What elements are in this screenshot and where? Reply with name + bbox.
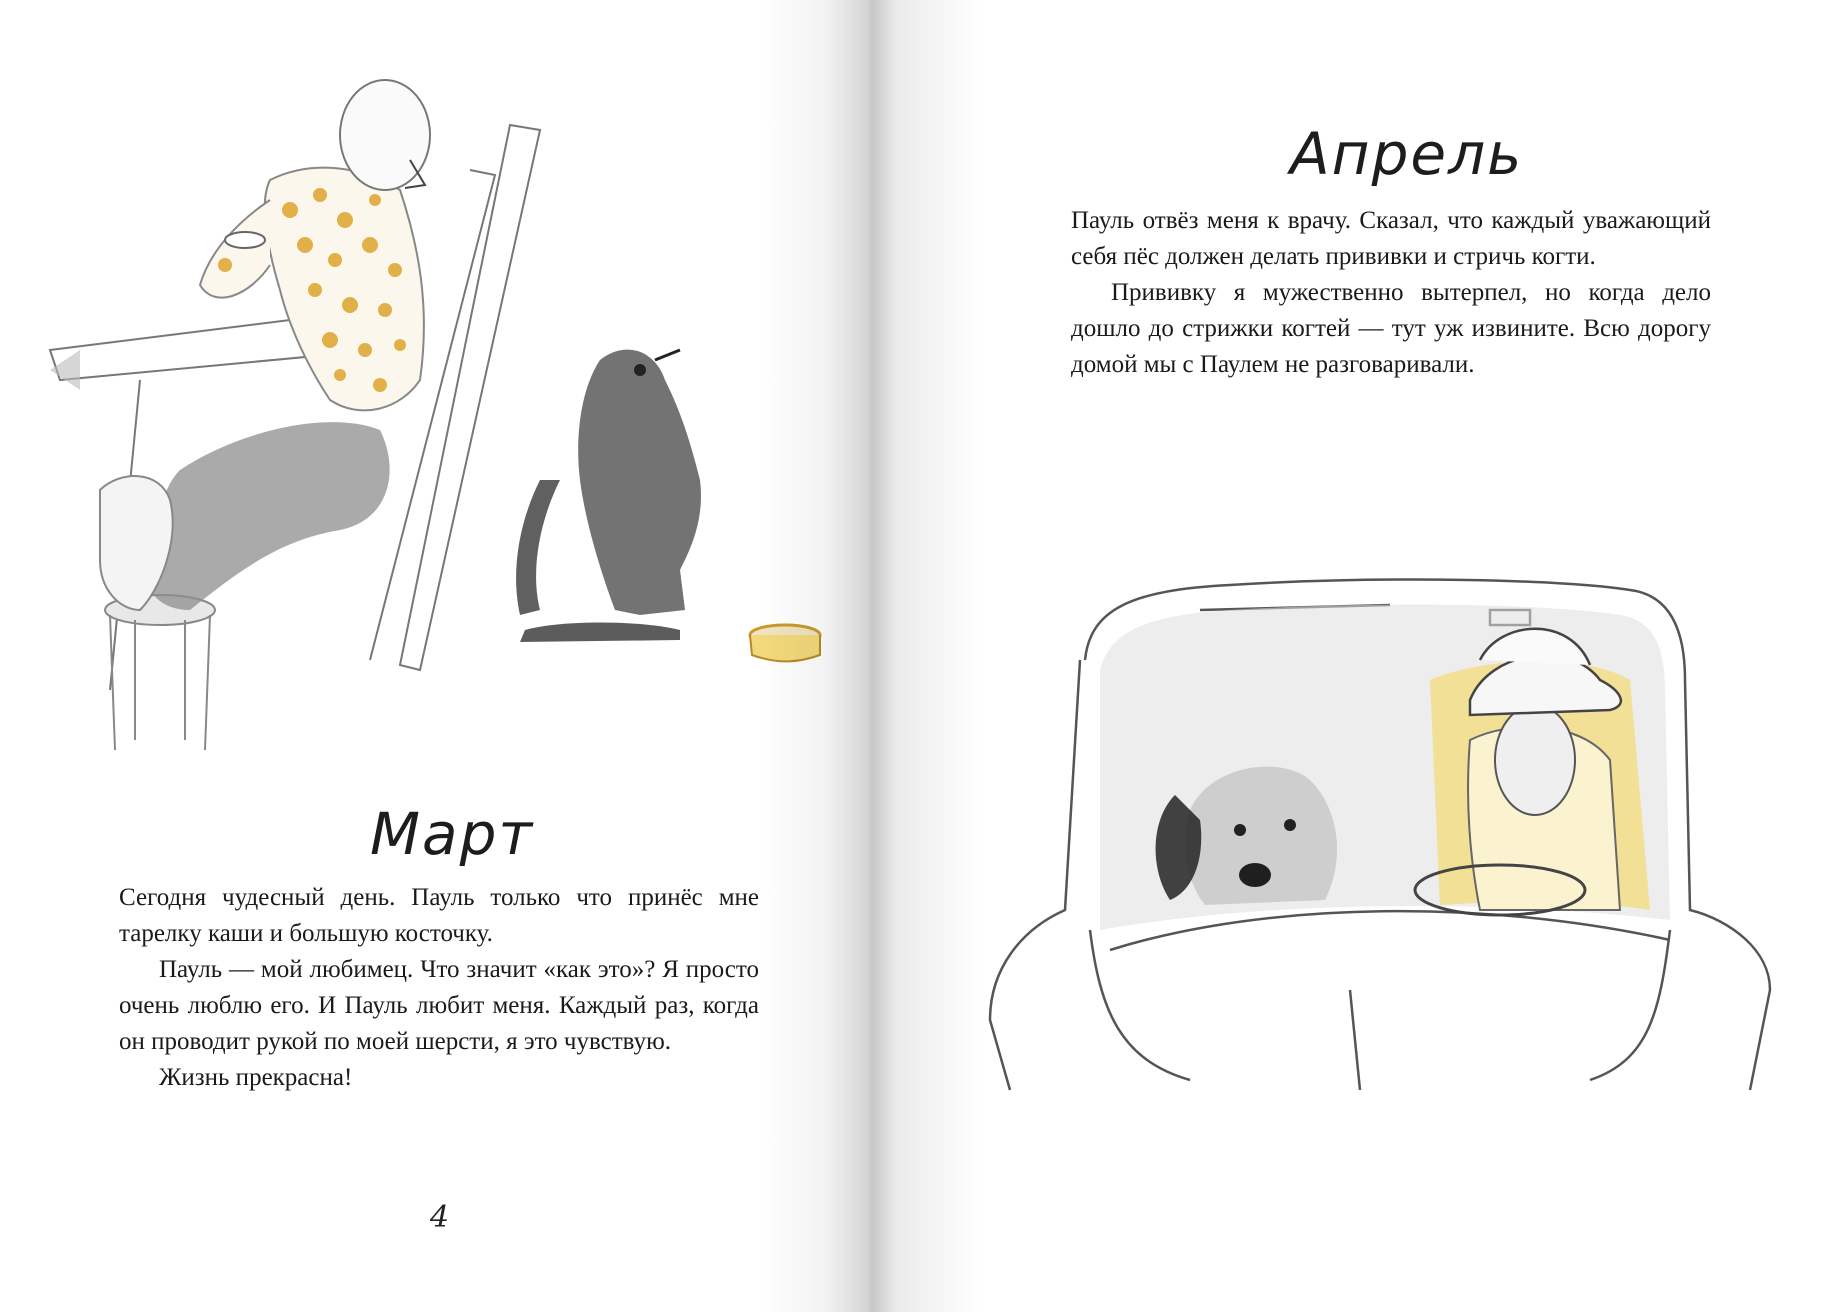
chapter-title-march: Март (370, 800, 535, 868)
left-page (0, 0, 850, 1312)
car-with-dog-and-driver-sketch-icon (970, 570, 1810, 1100)
chapter-title-april: Апрель (1290, 120, 1524, 188)
march-paragraph-1: Сегодня чудесный день. Пауль только что принёс мне тарелку каши и большую косточку. (119, 884, 759, 947)
april-paragraph-1: Пауль отвёз меня к врачу. Сказал, что каждый уважающий себя пёс должен делать прививки и стричь когти. (1071, 207, 1711, 270)
page-number: 4 (430, 1200, 450, 1235)
march-paragraph-3: Жизнь прекрасна! (159, 1064, 353, 1091)
april-text (1071, 203, 1711, 383)
right-page (850, 0, 1836, 1312)
march-text (119, 880, 759, 1096)
man-and-dog-sketch-icon (40, 50, 860, 760)
march-paragraph-2: Пауль — мой любимец. Что значит «как это»? Я просто очень люблю его. И Пауль любит меня. Каждый раз, когда он проводит рукой по моей шерсти, я это чувствую. (119, 956, 759, 1055)
april-paragraph-2: Прививку я мужественно вытерпел, но когда дело дошло до стрижки когтей — тут уж извините. Всю дорогу домой мы с Паулем не разговаривали. (1071, 279, 1711, 378)
